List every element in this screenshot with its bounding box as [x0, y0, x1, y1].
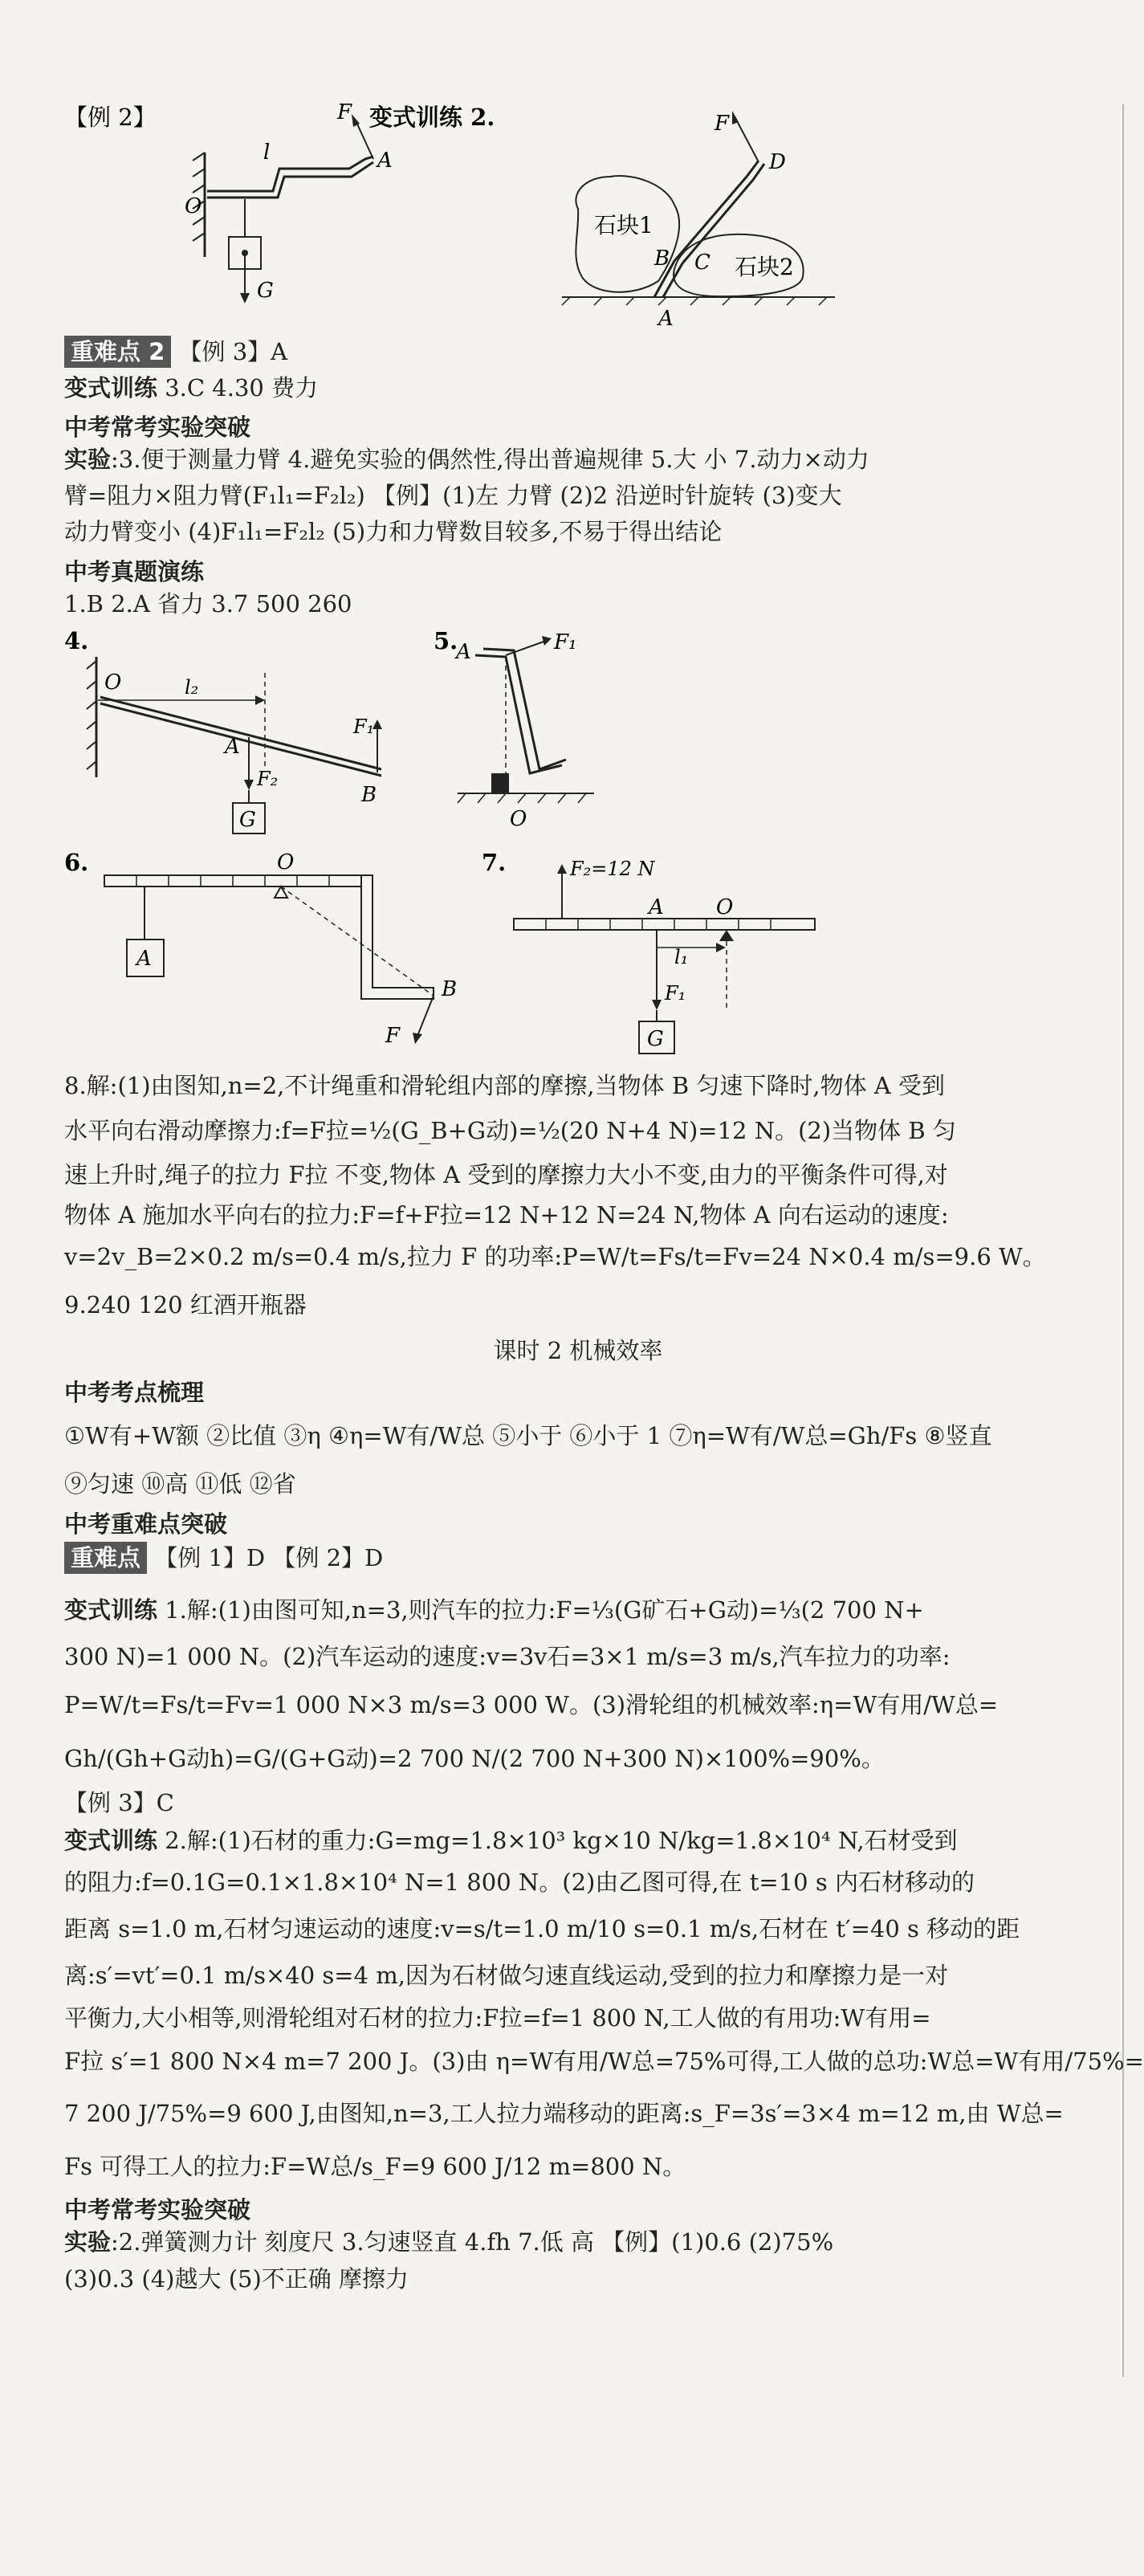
svg-text:l₂: l₂	[185, 676, 199, 699]
kp-heading: 中考考点梳理	[64, 1379, 205, 1406]
svg-text:F₂: F₂	[257, 768, 279, 790]
v2-line-5: 平衡力,大小相等,则滑轮组对石材的拉力:F拉=f=1 800 N,工人做的有用功:W有用=	[64, 2004, 931, 2032]
v2-line-7: 7 200 J/75%=9 600 J,由图知,n=3,工人拉力端移动的距离:s_F=3s′=3×4 m=12 m,由 W总=	[64, 2100, 1064, 2127]
svg-text:B: B	[654, 247, 670, 271]
real-exam-heading: 中考真题演练	[64, 558, 205, 585]
svg-text:l: l	[263, 141, 271, 165]
figure-variant-2	[369, 96, 867, 337]
figure-7	[482, 843, 851, 1060]
exp2-line-1: 实验:2.弹簧测力计 刻度尺 3.匀速竖直 4.fh 7.低 高 【例】(1)0.6 (2)75%	[64, 2228, 834, 2256]
key-point-tag: 重难点	[64, 1542, 147, 1574]
q8-line-4: 物体 A 施加水平向右的拉力:F=f+F拉=12 N+12 N=24 N,物体 A 向右运动的速度:	[64, 1201, 949, 1229]
svg-text:A: A	[649, 895, 664, 919]
key-point-2-line: 重难点 2 【例 3】A	[64, 336, 287, 368]
q9-line: 9.240 120 红酒开瓶器	[64, 1291, 307, 1319]
svg-text:A: A	[456, 640, 471, 664]
svg-text:A: A	[658, 307, 674, 331]
exp1-line-3: 动力臂变小 (4)F₁l₁=F₂l₂ (5)力和力臂数目较多,不易于得出结论	[64, 518, 723, 545]
figure-label: 变式训练 2.	[369, 104, 495, 131]
svg-text:F₁: F₁	[665, 982, 686, 1005]
svg-text:A: A	[136, 947, 152, 971]
svg-text:石块1: 石块1	[594, 212, 653, 238]
v1-line-1: 变式训练 1.解:(1)由图可知,n=3,则汽车的拉力:F=⅓(G矿石+G动)=⅓(2 700 N+	[64, 1596, 924, 1624]
key-point-tag: 重难点 2	[64, 336, 171, 368]
answer-page	[32, 0, 1144, 2576]
svg-text:l₁: l₁	[674, 946, 689, 968]
q8-line-1: 8.解:(1)由图知,n=2,不计绳重和滑轮组内部的摩擦,当物体 B 匀速下降时,物体 A 受到	[64, 1072, 945, 1099]
v2-line-8: Fs 可得工人的拉力:F=W总/s_F=9 600 J/12 m=800 N。	[64, 2153, 686, 2180]
svg-text:F₂=12 N: F₂=12 N	[570, 858, 655, 880]
v2-line-3: 距离 s=1.0 m,石材匀速运动的速度:v=s/t=1.0 m/10 s=0.1 m/s,石材在 t′=40 s 移动的距	[64, 1915, 1020, 1942]
svg-text:F: F	[337, 100, 352, 124]
kp-line-1: ①W有+W额 ②比值 ③η ④η=W有/W总 ⑤小于 ⑥小于 1 ⑦η=W有/W总=Gh/Fs ⑧竖直	[64, 1422, 992, 1449]
svg-text:4.: 4.	[64, 627, 89, 654]
exp1-line-2: 臂=阻力×阻力臂(F₁l₁=F₂l₂) 【例】(1)左 力臂 (2)2 沿逆时针旋转 (3)变大	[64, 482, 842, 509]
svg-text:B: B	[361, 783, 377, 807]
figure-5	[434, 625, 690, 834]
svg-text:D: D	[769, 150, 786, 174]
svg-text:O: O	[277, 850, 295, 874]
svg-text:B: B	[442, 977, 458, 1001]
svg-text:6.: 6.	[64, 849, 89, 876]
v2-line-6: F拉 s′=1 800 N×4 m=7 200 J。(3)由 η=W有用/W总=75%可得,工人做的总功:W总=W有用/75%=	[64, 2048, 1144, 2075]
svg-text:F: F	[714, 112, 730, 136]
q8-line-3: 速上升时,绳子的拉力 F拉 不变,物体 A 受到的摩擦力大小不变,由力的平衡条件可得,对	[64, 1161, 948, 1188]
svg-text:O: O	[185, 194, 202, 218]
v1-line-5: 【例 3】C	[64, 1789, 174, 1816]
exp2-line-2: (3)0.3 (4)越大 (5)不正确 摩擦力	[64, 2265, 409, 2293]
svg-text:5.: 5.	[434, 627, 458, 654]
kp-line-2: ⑨匀速 ⑩高 ⑪低 ⑫省	[64, 1470, 296, 1498]
figure-example-2	[64, 96, 409, 337]
dp-line-1: 重难点 【例 1】D 【例 2】D	[64, 1542, 383, 1574]
lesson-2-title: 课时 2 机械效率	[493, 1337, 663, 1364]
figure-6	[64, 843, 482, 1060]
v2-line-4: 离:s′=vt′=0.1 m/s×40 s=4 m,因为石材做匀速直线运动,受到的拉力和摩擦力是一对	[64, 1962, 949, 1989]
svg-text:A: A	[377, 149, 393, 173]
real-exam-line-1: 1.B 2.A 省力 3.7 500 260	[64, 590, 352, 618]
figure-label: 【例 2】	[64, 104, 157, 131]
v1-line-3: P=W/t=Fs/t=Fv=1 000 N×3 m/s=3 000 W。(3)滑轮组的机械效率:η=W有用/W总=	[64, 1691, 999, 1718]
svg-text:O: O	[716, 895, 734, 919]
svg-text:F₁: F₁	[353, 715, 375, 738]
svg-text:7.: 7.	[482, 849, 507, 876]
svg-text:G: G	[239, 808, 256, 832]
exp1-line-1: 实验:3.便于测量力臂 4.避免实验的偶然性,得出普遍规律 5.大 小 7.动力×动力	[64, 446, 869, 473]
v2-line-2: 的阻力:f=0.1G=0.1×1.8×10⁴ N=1 800 N。(2)由乙图可得,在 t=10 s 内石材移动的	[64, 1869, 975, 1896]
svg-text:O: O	[510, 807, 527, 831]
svg-text:F: F	[385, 1024, 401, 1048]
svg-text:F₁: F₁	[554, 630, 577, 654]
q8-line-5: v=2v_B=2×0.2 m/s=0.4 m/s,拉力 F 的功率:P=W/t=Fs/t=Fv=24 N×0.4 m/s=9.6 W。	[64, 1243, 1046, 1270]
exp-heading-1: 中考常考实验突破	[64, 414, 251, 441]
svg-text:A: A	[225, 735, 240, 759]
svg-text:O: O	[104, 670, 122, 695]
q8-line-2: 水平向右滑动摩擦力:f=F拉=½(G_B+G动)=½(20 N+4 N)=12 N。(2)当物体 B 匀	[64, 1117, 956, 1144]
figure-4	[64, 625, 417, 850]
v1-line-4: Gh/(Gh+G动h)=G/(G+G动)=2 700 N/(2 700 N+300 N)×100%=90%。	[64, 1745, 885, 1772]
dp-heading: 中考重难点突破	[64, 1510, 228, 1538]
svg-text:石块2: 石块2	[735, 254, 794, 280]
svg-text:C: C	[694, 251, 710, 275]
v2-line-1: 变式训练 2.解:(1)石材的重力:G=mg=1.8×10³ kg×10 N/kg=1.8×10⁴ N,石材受到	[64, 1827, 958, 1854]
variant-line-1: 变式训练 3.C 4.30 费力	[64, 374, 319, 401]
svg-text:G: G	[257, 279, 274, 303]
v1-line-2: 300 N)=1 000 N。(2)汽车运动的速度:v=3v石=3×1 m/s=3 m/s,汽车拉力的功率:	[64, 1643, 951, 1670]
svg-text:G: G	[647, 1027, 664, 1051]
exp-heading-2: 中考常考实验突破	[64, 2196, 251, 2223]
